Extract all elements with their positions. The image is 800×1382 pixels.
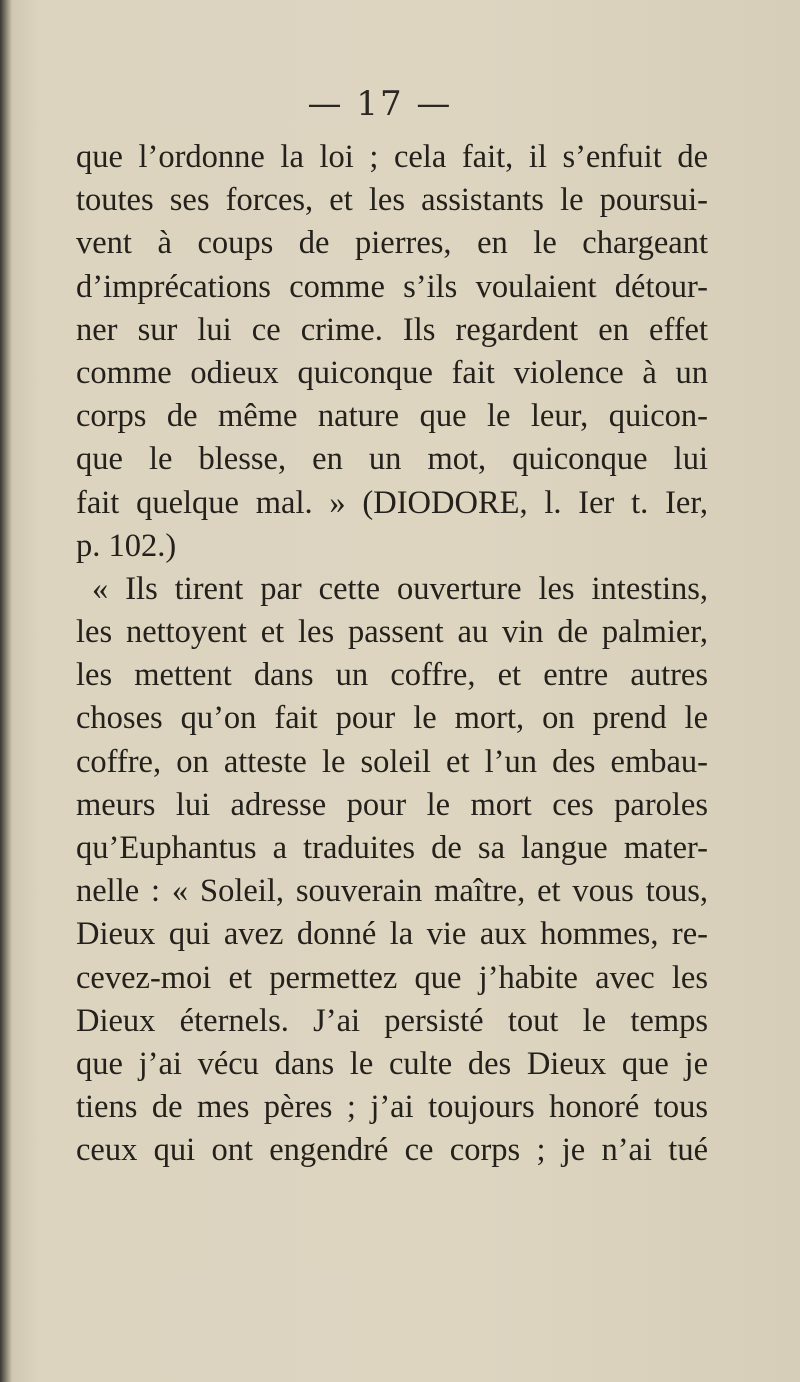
text-line: corps de même nature que le leur, quicon- [76, 398, 708, 435]
text-line: « Ils tirent par cette ouverture les intestins, [92, 570, 708, 607]
body-text [76, 136, 708, 1173]
text-line: meurs lui adresse pour le mort ces paroles [76, 786, 708, 823]
text-line: les mettent dans un coffre, et entre autres [76, 657, 708, 694]
text-line: ceux qui ont engendré ce corps ; je n’ai tué [76, 1132, 708, 1169]
text-line: coffre, on atteste le soleil et l’un des embau- [76, 743, 708, 780]
text-line: que j’ai vécu dans le culte des Dieux que je [76, 1045, 708, 1082]
text-line: tiens de mes pères ; j’ai toujours honoré tous [76, 1089, 708, 1126]
text-line: cevez-moi et permettez que j’habite avec les [76, 959, 708, 996]
text-line: vent à coups de pierres, en le chargeant [76, 225, 708, 262]
text-line: ner sur lui ce crime. Ils regardent en effet [76, 311, 708, 348]
text-line: les nettoyent et les passent au vin de palmier, [76, 614, 708, 651]
text-line: p. 102.) [76, 527, 177, 564]
page-number: — 17 — [307, 84, 453, 124]
text-line: d’imprécations comme s’ils voulaient détour- [76, 268, 708, 305]
text-line: Dieux éternels. J’ai persisté tout le temps [76, 1002, 708, 1039]
text-line: choses qu’on fait pour le mort, on prend le [76, 700, 708, 737]
text-line: comme odieux quiconque fait violence à un [76, 354, 708, 391]
text-line: fait quelque mal. » (DIODORE, l. Ier t. Ier, [76, 484, 708, 521]
text-line: nelle : « Soleil, souverain maître, et vous tous, [76, 873, 708, 910]
text-line: toutes ses forces, et les assistants le poursui- [76, 182, 708, 219]
text-line: Dieux qui avez donné la vie aux hommes, re- [76, 916, 708, 953]
text-line: qu’Euphantus a traduites de sa langue mater- [76, 830, 708, 866]
text-line: que le blesse, en un mot, quiconque lui [76, 441, 708, 478]
text-line: que l’ordonne la loi ; cela fait, il s’enfuit de [76, 139, 708, 175]
